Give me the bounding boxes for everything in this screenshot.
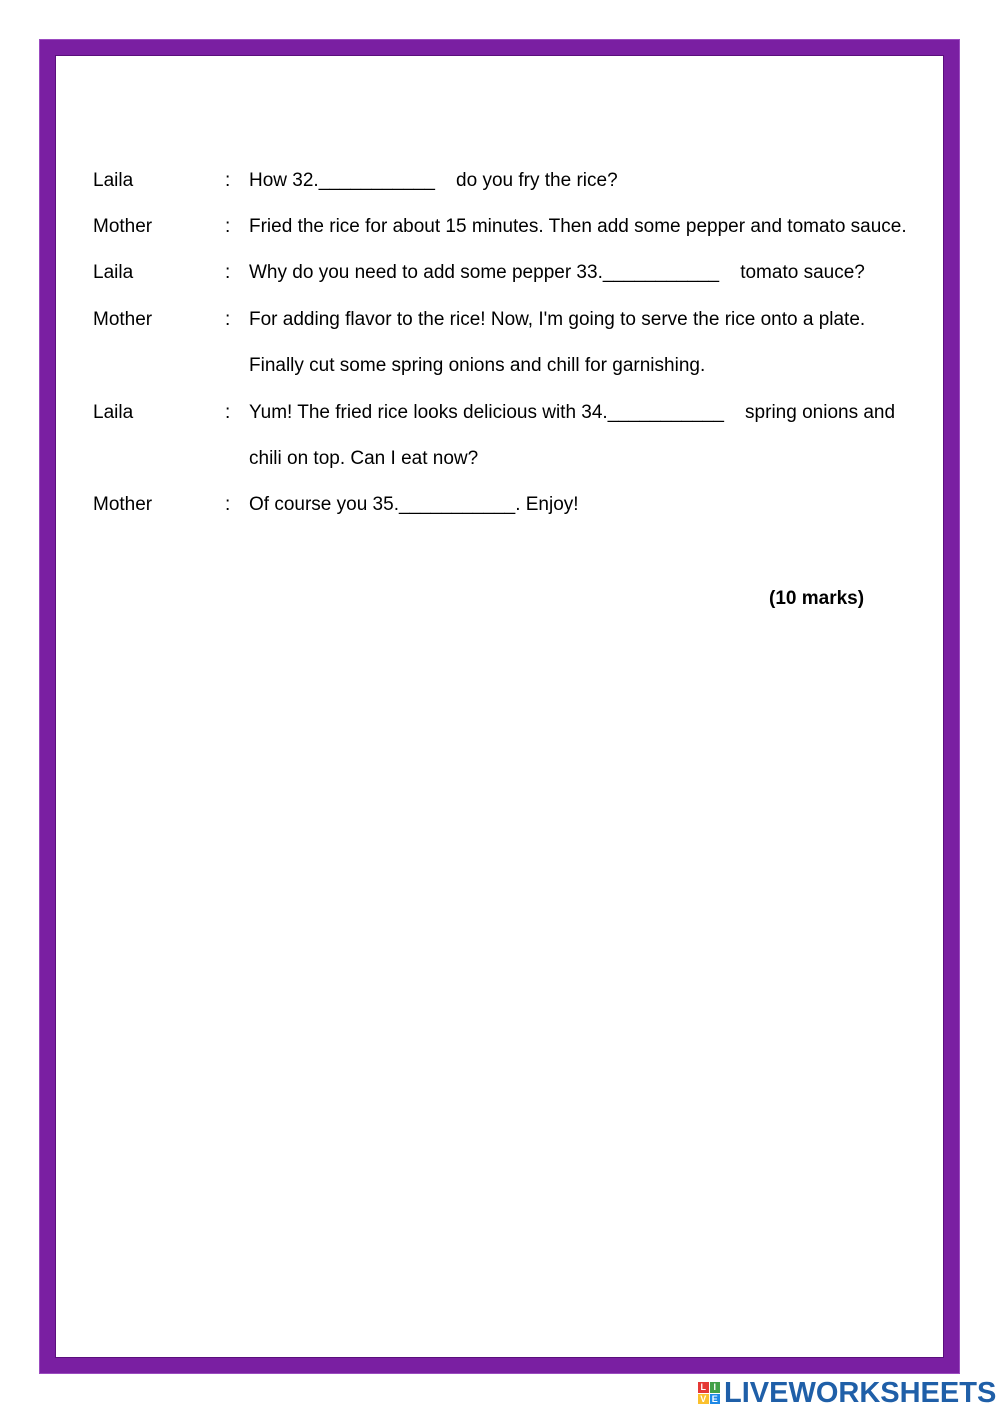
liveworksheets-logo-icon (698, 1382, 720, 1404)
liveworksheets-brand (698, 1378, 996, 1408)
dialogue-continuation: Finally cut some spring onions and chill for garnishing. (249, 355, 706, 376)
speaker-label: Laila (93, 262, 134, 283)
brand-name: LIVEWORKSHEETS (724, 1376, 997, 1409)
dialogue-line-32: How 32.___________ do you fry the rice? (249, 170, 618, 191)
dialogue-continuation: chili on top. Can I eat now? (249, 448, 479, 469)
speaker-label: Mother (93, 309, 153, 330)
speaker-label: Laila (93, 170, 134, 191)
marks-label: (10 marks) (769, 588, 865, 609)
speaker-label: Mother (93, 494, 153, 515)
logo-letter: E (710, 1394, 721, 1405)
colon: : (225, 262, 231, 283)
colon: : (225, 309, 231, 330)
dialogue-line-34: Yum! The fried rice looks delicious with 34.___________ spring onions and (249, 402, 896, 423)
logo-letter: L (698, 1382, 709, 1393)
colon: : (225, 170, 231, 191)
speaker-label: Mother (93, 216, 153, 237)
logo-letter: I (710, 1382, 721, 1393)
dialogue-line-33: Why do you need to add some pepper 33.___________ tomato sauce? (249, 262, 865, 283)
speaker-label: Laila (93, 402, 134, 423)
colon: : (225, 494, 231, 515)
dialogue-line: Fried the rice for about 15 minutes. Then add some pepper and tomato sauce. (249, 216, 907, 237)
dialogue-line-35: Of course you 35.___________. Enjoy! (249, 494, 579, 515)
colon: : (225, 402, 231, 423)
colon: : (225, 216, 231, 237)
dialogue-line: For adding flavor to the rice! Now, I'm going to serve the rice onto a plate. (249, 309, 866, 330)
logo-letter: V (698, 1394, 709, 1405)
page-frame (40, 40, 959, 1373)
